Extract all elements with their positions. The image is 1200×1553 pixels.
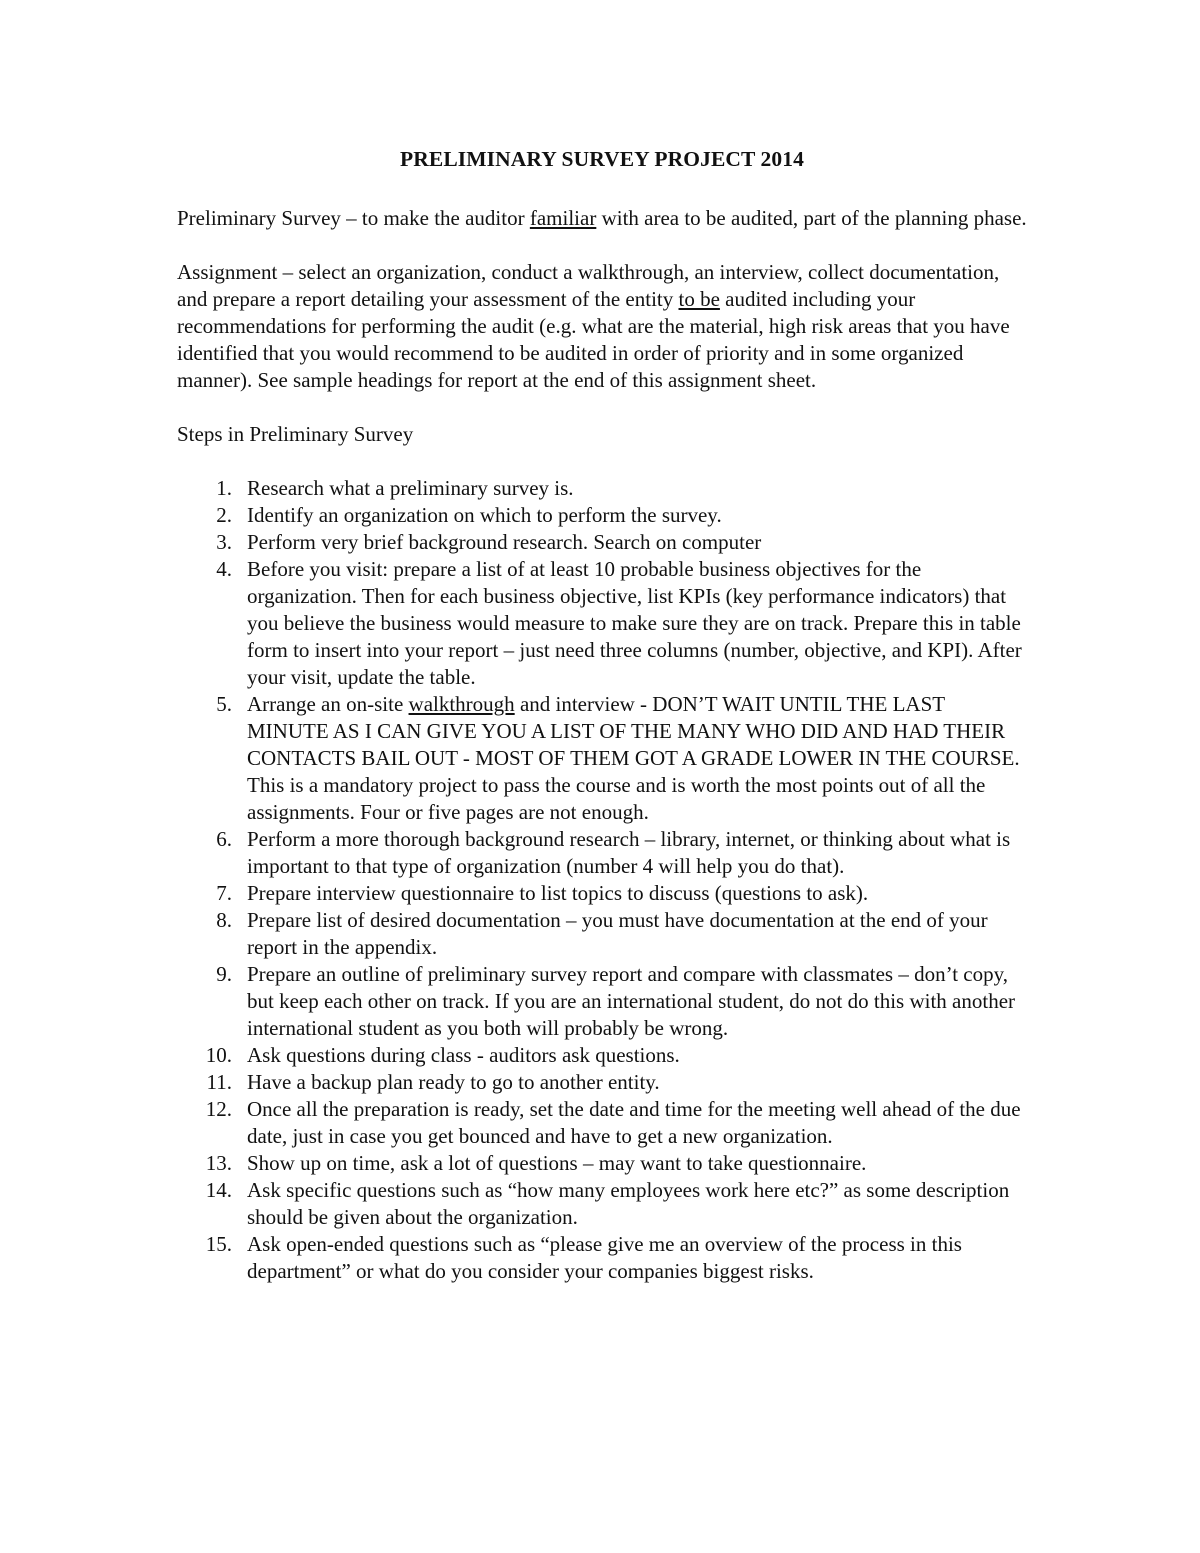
step-item — [177, 880, 1027, 907]
step-text: Research what a preliminary survey is. — [247, 476, 574, 500]
step-item — [177, 1177, 1027, 1231]
step-item — [177, 1231, 1027, 1285]
document-content — [177, 145, 1027, 1285]
steps-heading: Steps in Preliminary Survey — [177, 422, 414, 446]
step-number: 2. — [216, 503, 232, 527]
step-number: 5. — [216, 692, 232, 716]
assignment-paragraph — [177, 259, 1027, 394]
step-item — [177, 1042, 1027, 1069]
step-item — [177, 529, 1027, 556]
assignment-text-before: Assignment – select an organization, conduct a walkthrough, an interview, collect documentation, and prepare a report detailing your assessment of the entity — [177, 260, 1000, 311]
step-number: 6. — [216, 827, 232, 851]
step-item — [177, 1069, 1027, 1096]
step-text: Prepare interview questionnaire to list topics to discuss (questions to ask). — [247, 881, 869, 905]
intro-paragraph — [177, 205, 1027, 232]
step-text: Once all the preparation is ready, set the date and time for the meeting well ahead of the due date, just in case you get bounced and have to get a new organization. — [247, 1097, 1021, 1148]
assignment-underlined-phrase: to be — [678, 287, 720, 311]
intro-text-after: with area to be audited, part of the planning phase. — [596, 206, 1027, 230]
step-number: 14. — [205, 1178, 232, 1202]
step-number: 13. — [205, 1151, 232, 1175]
step-item — [177, 1150, 1027, 1177]
step-item — [177, 502, 1027, 529]
step-text: Perform very brief background research. Search on computer — [247, 530, 762, 554]
step-text: Before you visit: prepare a list of at least 10 probable business objectives for the organization. Then for each business objective, list KPIs (key performance indicators) that you believe the business would measure to make sure they are on track. Prepare this in table form to insert into your report – just need three columns (number, objective, and KPI). After your visit, update the table. — [247, 557, 1022, 689]
step-text: Ask open-ended questions such as “please give me an overview of the process in this department” or what do you consider your companies biggest risks. — [247, 1232, 962, 1283]
step-item — [177, 907, 1027, 961]
step-text: Ask specific questions such as “how many employees work here etc?” as some description should be given about the organization. — [247, 1178, 1010, 1229]
step-item — [177, 691, 1027, 826]
step-number: 10. — [205, 1043, 232, 1067]
assignment-text-after: audited including your recommendations for performing the audit (e.g. what are the material, high risk areas that you have identified that you would recommend to be audited in order of priority and in some organized manner). See sample headings for report at the end of this assignment sheet. — [177, 287, 1010, 392]
step-number: 12. — [205, 1097, 232, 1121]
step-number: 1. — [216, 476, 232, 500]
step-text: Perform a more thorough background research – library, internet, or thinking about what is important to that type of organization (number 4 will help you do that). — [247, 827, 1011, 878]
step-number: 4. — [216, 557, 232, 581]
step-number: 3. — [216, 530, 232, 554]
intro-text-before: Preliminary Survey – to make the auditor — [177, 206, 530, 230]
step-number: 8. — [216, 908, 232, 932]
step-item — [177, 1096, 1027, 1150]
step-text-after: and interview - DON’T WAIT UNTIL THE LAST MINUTE AS I CAN GIVE YOU A LIST OF THE MANY WHO DID AND HAD THEIR CONTACTS BAIL OUT - MOST OF THEM GOT A GRADE LOWER IN THE COURSE. This is a mandatory project to pass the course and is worth the most points out of all the assignments. Four or five pages are not enough. — [247, 692, 1020, 824]
step-number: 9. — [216, 962, 232, 986]
step-text: Have a backup plan ready to go to another entity. — [247, 1070, 660, 1094]
step-text: Ask questions during class - auditors ask questions. — [247, 1043, 680, 1067]
step-item — [177, 826, 1027, 880]
step-item — [177, 556, 1027, 691]
step-item — [177, 475, 1027, 502]
step-text: Prepare list of desired documentation – you must have documentation at the end of your report in the appendix. — [247, 908, 988, 959]
intro-underlined-word: familiar — [529, 206, 597, 230]
step-text: Prepare an outline of preliminary survey report and compare with classmates – don’t copy, but keep each other on track. If you are an international student, do not do this with another international student as you both will probably be wrong. — [247, 962, 1016, 1040]
document-title: PRELIMINARY SURVEY PROJECT 2014 — [400, 147, 804, 171]
step-text-before: Arrange an on-site — [247, 692, 409, 716]
step-text: Show up on time, ask a lot of questions – may want to take questionnaire. — [247, 1151, 867, 1175]
step-text: Identify an organization on which to perform the survey. — [247, 503, 722, 527]
step-item — [177, 961, 1027, 1042]
step-number: 11. — [206, 1070, 232, 1094]
steps-list — [177, 475, 1027, 1285]
step-underlined-word: walkthrough — [408, 692, 515, 716]
step-number: 15. — [205, 1232, 232, 1256]
step-number: 7. — [216, 881, 232, 905]
